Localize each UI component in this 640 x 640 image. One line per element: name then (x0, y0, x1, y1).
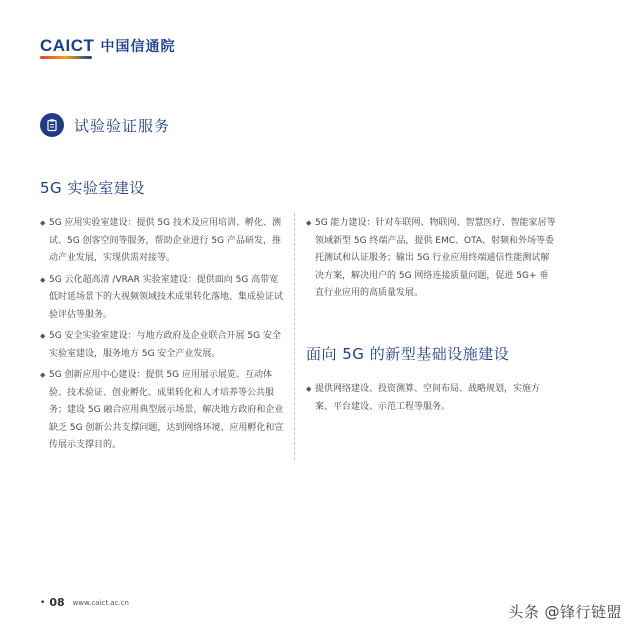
footer-bullet: • (40, 597, 46, 608)
list-item: ◆ 提供网络建设、投资测算、空间布局、战略规划，实施方案、平台建设、示范工程等服务。 (306, 381, 556, 416)
lab-list-left (40, 215, 284, 459)
diamond-bullet-icon: ◆ (306, 385, 312, 393)
page-footer (40, 596, 129, 609)
list-item: ◆ 5G 创新应用中心建设：提供 5G 应用展示展览、互动体验、技术验证、创业孵化、成果转化和人才培养等公共服务；建设 5G 融合应用典型展示场景，解决地方政府和企业缺乏 5G 创新公共支撑问题，达到网络环境、应用孵化和宣传展示支撑目的。 (40, 367, 284, 455)
caict-logo (40, 36, 175, 56)
lab-heading: 5G 实验室建设 (40, 179, 145, 197)
logo-mark: CAICT (40, 36, 94, 56)
infra-heading: 面向 5G 的新型基础设施建设 (306, 345, 510, 363)
logo-swoosh-icon (40, 56, 92, 59)
list-item: ◆ 5G 云化超高清 /VRAR 实验室建设：提供面向 5G 高带宽低时延场景下的大视频领域技术成果转化落地、集成验证试验评估等服务。 (40, 272, 284, 325)
list-item: ◆ 5G 能力建设：针对车联网、物联网、智慧医疗、智能家居等领域新型 5G 终端产品，提供 EMC、OTA、射频和外场等委托测试和认证服务；输出 5G 行业应用终端通信性能测试解决方案，解决用户的 5G 网络连接质量问题，促进 5G+ 垂直行业应用的高质量发展。 (306, 215, 556, 303)
footer-url[interactable]: www.caict.ac.cn (72, 598, 129, 607)
diamond-bullet-icon: ◆ (306, 219, 312, 227)
logo-cn-text: 中国信通院 (100, 39, 176, 55)
section-header (40, 113, 170, 137)
list-item: ◆ 5G 应用实验室建设：提供 5G 技术及应用培训、孵化、测试、5G 创客空间等服务，帮助企业进行 5G 产品研发，推动产业发展，实现供需对接等。 (40, 215, 284, 268)
diamond-bullet-icon: ◆ (40, 275, 46, 284)
diamond-bullet-icon: ◆ (40, 371, 46, 379)
infra-list (306, 381, 556, 420)
column-divider (294, 213, 295, 460)
diamond-bullet-icon: ◆ (40, 332, 46, 340)
watermark-text: 头条 @锋行链盟 (508, 603, 622, 621)
list-item: ◆ 5G 安全实验室建设：与地方政府及企业联合开展 5G 安全实验室建设，服务地方 5G 安全产业发展。 (40, 328, 284, 363)
page-number: 08 (49, 596, 65, 609)
section-title: 试验验证服务 (74, 116, 171, 135)
lab-list-right (306, 215, 556, 307)
clipboard-icon (40, 113, 64, 137)
diamond-bullet-icon: ◆ (40, 219, 46, 227)
